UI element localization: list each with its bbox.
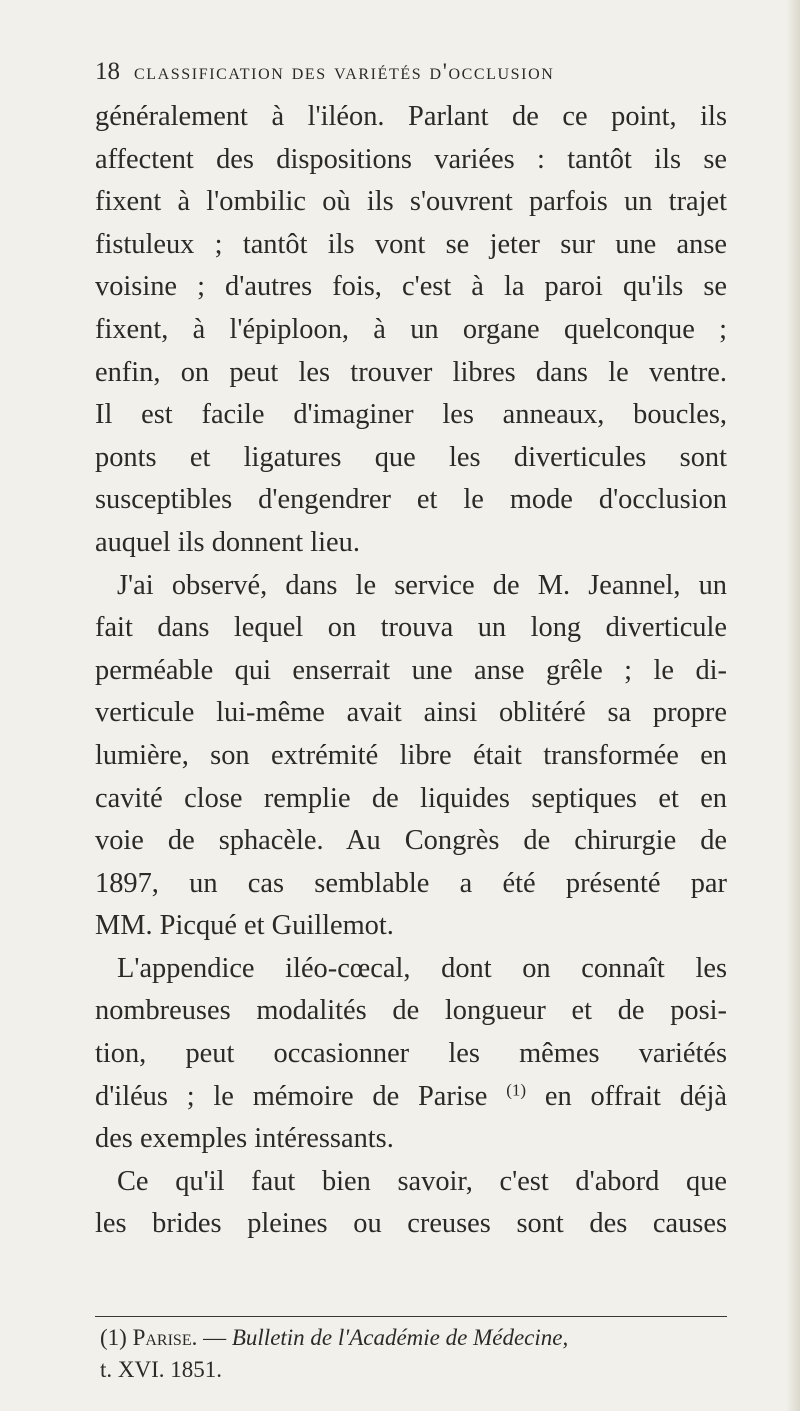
text-line: auquel ils donnent lieu.: [95, 526, 360, 558]
text-line: Il est facile d'imaginer les anneaux, boucles,: [95, 399, 727, 431]
footnote-divider: [95, 1316, 727, 1317]
text-line: MM. Picqué et Guillemot.: [95, 910, 394, 942]
text-line: enfin, on peut les trouver libres dans le ventre.: [95, 356, 727, 388]
text-line: fixent à l'ombilic où ils s'ouvrent parfois un trajet: [95, 186, 727, 218]
text-line: ponts et ligatures que les diverticules sont: [95, 441, 727, 473]
text-line: cavité close remplie de liquides septiques et en: [95, 782, 727, 814]
text-line: lumière, son extrémité libre était transformée en: [95, 739, 727, 771]
footnote-marker: (1): [100, 1325, 127, 1350]
footnote-line: [100, 1322, 730, 1354]
text-line: des exemples intéressants.: [95, 1123, 394, 1155]
text-line: verticule lui-même avait ainsi oblitéré sa propre: [95, 697, 727, 729]
text-line: L'appendice iléo-cœcal, dont on connaît les: [117, 952, 727, 984]
text-line: fistuleux ; tantôt ils vont se jeter sur une anse: [95, 228, 727, 260]
text-line: voie de sphacèle. Au Congrès de chirurgie de: [95, 825, 727, 857]
text-line: Ce qu'il faut bien savoir, c'est d'abord que: [117, 1165, 727, 1197]
running-header: [95, 58, 755, 86]
body-text: [95, 96, 727, 1246]
text-line: perméable qui enserrait une anse grêle ; le di-: [95, 654, 727, 686]
text-line: J'ai observé, dans le service de M. Jeannel, un: [117, 569, 727, 601]
footnote-dash: —: [203, 1325, 227, 1350]
text-line-with-note: [95, 1076, 727, 1119]
text-line: susceptibles d'engendrer et le mode d'occlusion: [95, 484, 727, 516]
text-line: les brides pleines ou creuses sont des causes: [95, 1208, 727, 1240]
page-number: 18: [95, 58, 120, 85]
text-line: voisine ; d'autres fois, c'est à la paroi qu'ils se: [95, 271, 727, 303]
text-line: nombreuses modalités de longueur et de posi-: [95, 995, 727, 1027]
footnote: [100, 1322, 730, 1386]
text-fragment: en offrait déjà: [544, 1080, 727, 1112]
footnote-author: Parise.: [132, 1325, 198, 1350]
footnote-volume: t. XVI. 1851.: [100, 1357, 223, 1382]
footnote-journal: Bulletin de l'Académie de Médecine,: [231, 1325, 569, 1350]
text-line: fixent, à l'épiploon, à un organe quelconque ;: [95, 313, 727, 345]
footnote-reference[interactable]: (1): [506, 1080, 527, 1100]
text-line: généralement à l'iléon. Parlant de ce point, ils: [95, 101, 727, 132]
text-line: 1897, un cas semblable a été présenté par: [95, 867, 727, 899]
text-line: fait dans lequel on trouva un long diverticule: [95, 612, 727, 644]
text-line: tion, peut occasionner les mêmes variétés: [95, 1038, 727, 1070]
text-line: affectent des dispositions variées : tantôt ils se: [95, 143, 727, 175]
page-edge-shadow: [786, 0, 800, 1411]
text-fragment: d'iléus ; le mémoire de Parise: [95, 1080, 488, 1112]
running-title: classification des variétés d'occlusion: [134, 59, 555, 84]
